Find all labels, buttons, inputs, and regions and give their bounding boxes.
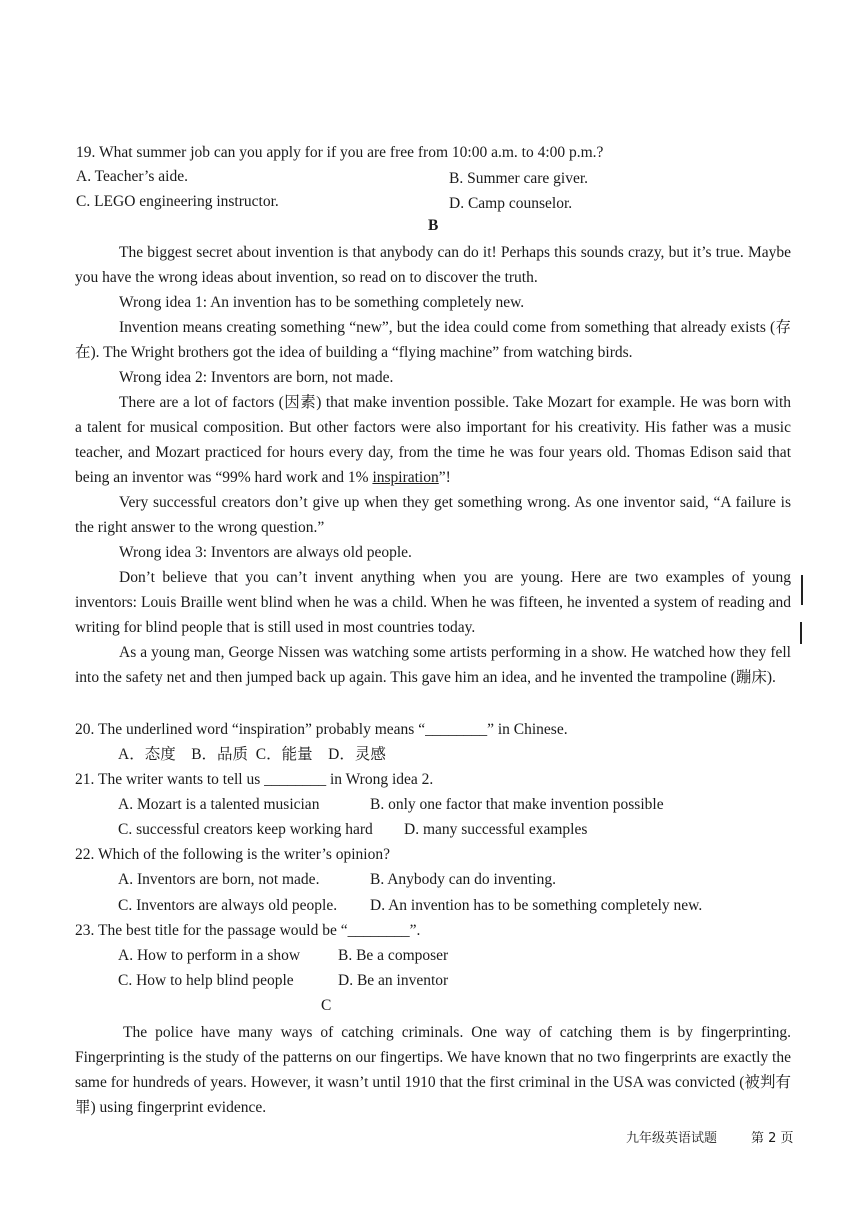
passage-b-paragraph-2: Invention means creating something “new”, but the idea could come from something that already exists (存在). The Wright brothers got the idea of building a “flying machine” from watching birds. bbox=[75, 319, 791, 361]
q21-option-a: A. Mozart is a talented musician bbox=[118, 796, 320, 813]
q19-option-d: D. Camp counselor. bbox=[449, 195, 573, 212]
q19-option-c: C. LEGO engineering instructor. bbox=[76, 193, 279, 210]
question-19: 19. What summer job can you apply for if you are free from 10:00 a.m. to 4:00 p.m.? bbox=[76, 144, 604, 161]
underlined-word-inspiration: inspiration bbox=[372, 469, 439, 486]
page-number: 第 2 页 bbox=[751, 1131, 794, 1146]
paragraph-3-end: ”! bbox=[438, 469, 451, 486]
q22-option-b: B. Anybody can do inventing. bbox=[370, 871, 556, 888]
q21-option-c: C. successful creators keep working hard bbox=[118, 821, 373, 838]
q21-option-d: D. many successful examples bbox=[404, 821, 588, 838]
passage-b-wrong-idea-1: Wrong idea 1: An invention has to be something completely new. bbox=[119, 294, 525, 311]
margin-mark bbox=[801, 575, 803, 605]
paragraph-3-text: There are a lot of factors (因素) that make invention possible. Take Mozart for example. He was born with a talent for musical composition. But other factors were also important for his creativity. His father was a music teacher, and Mozart practiced for hours every day, from the time he was four years old. Thomas Edison said that being an inventor was “99% hard work and 1% bbox=[75, 394, 791, 486]
q23-option-d: D. Be an inventor bbox=[338, 972, 449, 989]
q23-option-b: B. Be a composer bbox=[338, 947, 449, 964]
exam-title: 九年级英语试题 bbox=[626, 1131, 718, 1146]
passage-b-paragraph-3 bbox=[75, 390, 791, 490]
q22-option-a: A. Inventors are born, not made. bbox=[118, 871, 320, 888]
q22-option-c: C. Inventors are always old people. bbox=[118, 897, 338, 914]
margin-mark bbox=[800, 622, 802, 644]
section-c-heading: C bbox=[321, 997, 332, 1014]
question-23: 23. The best title for the passage would be “________”. bbox=[75, 922, 421, 939]
q22-option-d: D. An invention has to be something completely new. bbox=[370, 897, 703, 914]
section-b-heading: B bbox=[428, 217, 439, 234]
q21-option-b: B. only one factor that make invention possible bbox=[370, 796, 664, 813]
passage-b-paragraph-1: The biggest secret about invention is that anybody can do it! Perhaps this sounds crazy, but it’s true. Maybe you have the wrong ideas about invention, so read on to discover the truth. bbox=[75, 244, 791, 286]
q23-option-c: C. How to help blind people bbox=[118, 972, 294, 989]
passage-b-paragraph-5: Don’t believe that you can’t invent anything when you are young. Here are two examples of young inventors: Louis Braille went blind when he was a child. When he was fifteen, he invented a system of reading and writing for blind people that is still used in most countries today. bbox=[75, 569, 791, 636]
passage-c-paragraph-1: The police have many ways of catching criminals. One way of catching them is by fingerprinting. Fingerprinting is the study of the patterns on our fingertips. We have known that no two fingerprints are exactly the same for hundreds of years. However, it wasn’t until 1910 that the first criminal in the USA was convicted (被判有罪) using fingerprint evidence. bbox=[75, 1024, 791, 1116]
q19-option-b: B. Summer care giver. bbox=[449, 170, 589, 187]
passage-b-wrong-idea-3: Wrong idea 3: Inventors are always old people. bbox=[119, 544, 412, 561]
q20-options: A．态度 B．品质 C．能量 D．灵感 bbox=[118, 746, 386, 763]
q19-option-a: A. Teacher’s aide. bbox=[76, 168, 188, 185]
question-22: 22. Which of the following is the writer’s opinion? bbox=[75, 846, 390, 863]
passage-b-wrong-idea-2: Wrong idea 2: Inventors are born, not made. bbox=[119, 369, 394, 386]
passage-b-paragraph-4: Very successful creators don’t give up when they get something wrong. As one inventor said, “A failure is the right answer to the wrong question.” bbox=[75, 494, 791, 536]
passage-b-paragraph-6: As a young man, George Nissen was watching some artists performing in a show. He watched how they fell into the safety net and then jumped back up again. This gave him an idea, and he invented the trampoline (蹦床). bbox=[75, 644, 791, 686]
section-b-passage bbox=[75, 240, 791, 690]
section-c-passage bbox=[75, 1020, 791, 1120]
question-21: 21. The writer wants to tell us ________ in Wrong idea 2. bbox=[75, 771, 434, 788]
question-20: 20. The underlined word “inspiration” probably means “________” in Chinese. bbox=[75, 721, 568, 738]
q23-option-a: A. How to perform in a show bbox=[118, 947, 301, 964]
